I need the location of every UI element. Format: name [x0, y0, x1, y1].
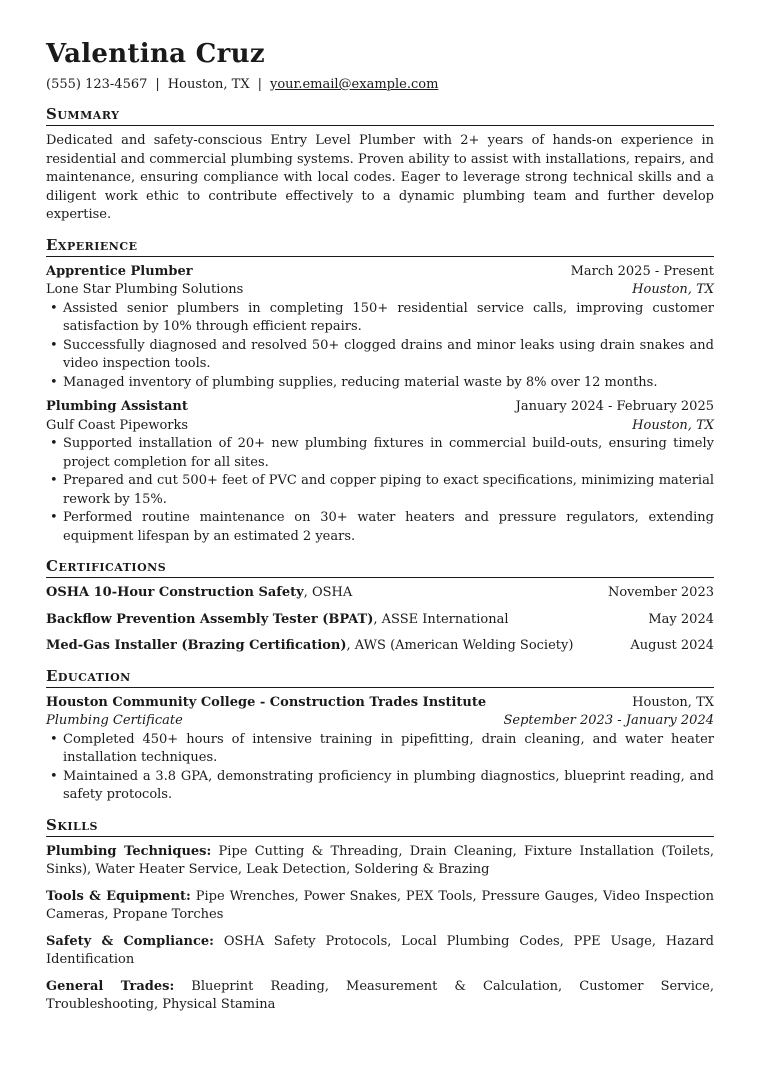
- job-company: Gulf Coast Pipeworks: [46, 417, 189, 433]
- section-title-skills: Skills: [46, 815, 714, 837]
- skill-text: Blueprint Reading, Measurement & Calculation, Customer Service, Troubleshooting, Physical Stamina: [46, 978, 714, 1012]
- bullet-item: • Prepared and cut 500+ feet of PVC and copper piping to exact specifications, minimizing material rework by 15%.: [63, 472, 714, 509]
- school-location: Houston, TX: [632, 694, 714, 710]
- candidate-name: Valentina Cruz: [46, 39, 265, 69]
- skill-item: [46, 933, 714, 970]
- job-bullets: [46, 435, 714, 546]
- skill-label: General Trades:: [46, 978, 175, 994]
- certification-date: November 2023: [607, 585, 714, 600]
- job-company: Lone Star Plumbing Solutions: [46, 282, 244, 297]
- skill-text: OSHA Safety Protocols, Local Plumbing Codes, PPE Usage, Hazard Identification: [46, 933, 715, 967]
- certification-date: May 2024: [648, 611, 714, 627]
- skill-item: [46, 978, 714, 1015]
- skills-list: [46, 843, 714, 1015]
- job-location: Houston, TX: [632, 417, 714, 433]
- bullet-item: • Performed routine maintenance on 30+ water heaters and pressure regulators, extending equipment lifespan by an estimated 2 years.: [63, 509, 714, 546]
- education-subheader: [46, 712, 714, 731]
- skill-label: Tools & Equipment:: [46, 888, 191, 904]
- certification-item: [46, 611, 714, 630]
- job-entry: [46, 398, 714, 546]
- certification-name: OSHA 10-Hour Construction Safety: [46, 585, 304, 600]
- degree: Plumbing Certificate: [46, 713, 183, 728]
- section-title-summary: Summary: [46, 104, 714, 126]
- bullet-item: • Assisted senior plumbers in completing 150+ residential service calls, improving customer satisfaction by 10% through efficient repairs.: [63, 300, 714, 337]
- bullet-item: • Managed inventory of plumbing supplies, reducing material waste by 8% over 12 months.: [63, 374, 714, 393]
- job-subheader: [46, 417, 714, 436]
- skill-item: [46, 888, 714, 925]
- certification-item: [46, 637, 714, 656]
- separator: |: [155, 77, 160, 92]
- education-dates: September 2023 - January 2024: [503, 713, 714, 728]
- skill-text: Pipe Cutting & Threading, Drain Cleaning, Fixture Installation (Toilets, Sinks), Water Heater Service, Leak Detection, Soldering & Brazing: [46, 843, 714, 877]
- job-role: Apprentice Plumber: [46, 263, 193, 279]
- job-header: [46, 263, 714, 282]
- job-location: Houston, TX: [632, 282, 714, 297]
- certification-label: [46, 611, 509, 630]
- job-subheader: [46, 281, 714, 300]
- certification-item: [46, 584, 714, 603]
- resume-content: [46, 38, 714, 1015]
- job-role: Plumbing Assistant: [46, 399, 188, 414]
- skill-label: Safety & Compliance:: [46, 933, 214, 949]
- certification-issuer: , ASSE International: [373, 611, 509, 627]
- certification-name: Backflow Prevention Assembly Tester (BPAT): [46, 611, 374, 627]
- bullet-item: • Maintained a 3.8 GPA, demonstrating proficiency in plumbing diagnostics, blueprint reading, and safety protocols.: [63, 768, 714, 805]
- bullet-item: • Successfully diagnosed and resolved 50+ clogged drains and minor leaks using drain snakes and video inspection tools.: [63, 337, 714, 374]
- job-entry: [46, 263, 714, 393]
- summary-text: Dedicated and safety-conscious Entry Level Plumber with 2+ years of hands-on experience in residential and commercial plumbing systems. Proven ability to assist with installations, repairs, and maintenance, ensuring compliance with local codes. Eager to leverage strong technical skills and a diligent work ethic to contribute effectively to a dynamic plumbing team and further develop expertise.: [46, 133, 714, 222]
- skill-item: [46, 843, 714, 880]
- school-name: Houston Community College - Construction Trades Institute: [46, 694, 487, 710]
- section-title-certifications: Certifications: [46, 556, 714, 578]
- job-dates: March 2025 - Present: [570, 263, 714, 279]
- contact-line: [46, 76, 714, 94]
- education-entry: [46, 694, 714, 805]
- certification-issuer: , AWS (American Welding Society): [346, 638, 574, 653]
- job-header: [46, 398, 714, 417]
- education-bullets: [46, 731, 714, 805]
- certifications-list: [46, 584, 714, 656]
- phone: (555) 123-4567: [46, 77, 148, 92]
- email-link[interactable]: your.email@example.com: [270, 77, 439, 92]
- location: Houston, TX: [167, 77, 250, 92]
- certification-label: [46, 637, 573, 656]
- bullet-item: • Completed 450+ hours of intensive training in pipefitting, drain cleaning, and water heater installation techniques.: [63, 731, 714, 768]
- skill-text: Pipe Wrenches, Power Snakes, PEX Tools, Pressure Gauges, Video Inspection Cameras, Propane Torches: [46, 888, 714, 922]
- job-dates: January 2024 - February 2025: [515, 399, 714, 414]
- section-title-experience: Experience: [46, 235, 714, 257]
- certification-date: August 2024: [630, 638, 714, 653]
- certification-issuer: , OSHA: [303, 585, 353, 600]
- section-title-education: Education: [46, 666, 714, 688]
- education-header: [46, 694, 714, 713]
- bullet-item: • Supported installation of 20+ new plumbing fixtures in commercial build-outs, ensuring timely project completion for all sites.: [63, 435, 714, 472]
- skill-label: Plumbing Techniques:: [46, 843, 212, 859]
- separator: |: [257, 77, 262, 92]
- certification-name: Med-Gas Installer (Brazing Certification): [46, 638, 347, 653]
- certification-label: [46, 584, 352, 603]
- job-bullets: [46, 300, 714, 393]
